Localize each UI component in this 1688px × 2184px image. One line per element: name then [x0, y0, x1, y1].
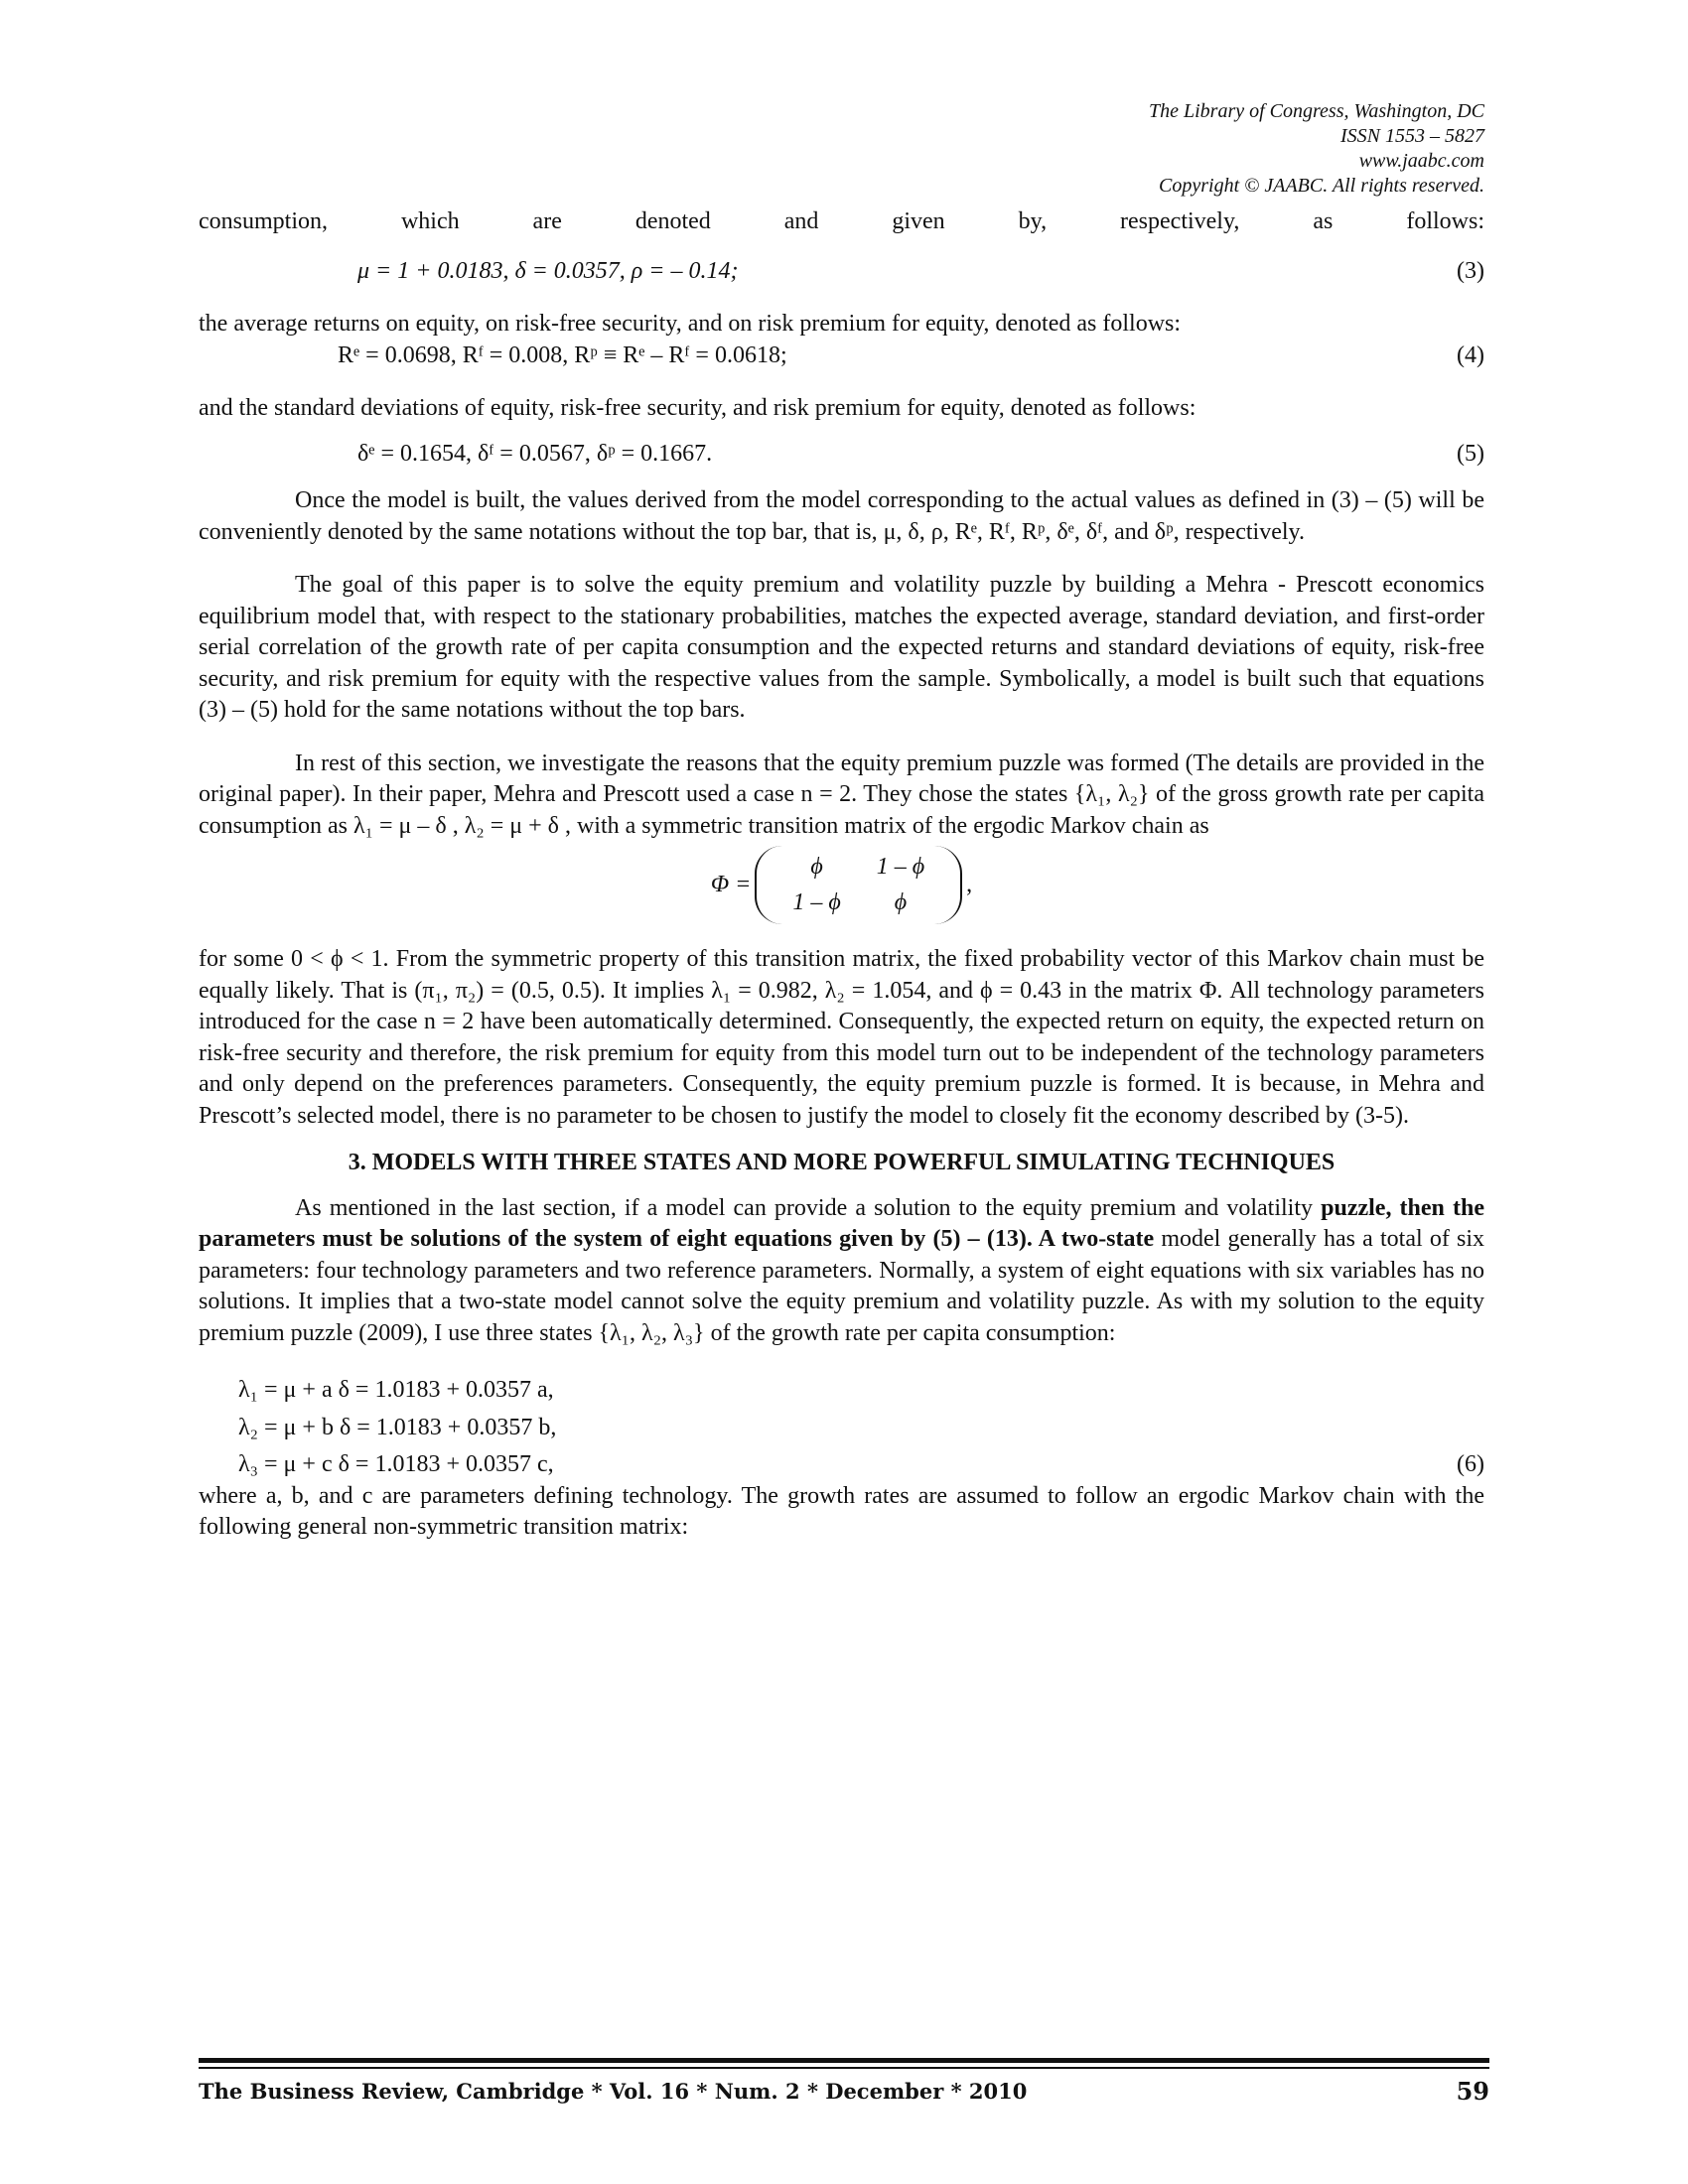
equation-5-number: (5) — [1457, 440, 1484, 467]
equation-6-last-row — [238, 1449, 1484, 1481]
equation-4-text: Rᵉ = 0.0698, Rᶠ = 0.008, Rᵖ ≡ Rᵉ – Rᶠ = 0.0618; — [338, 341, 787, 368]
matrix-label: Φ = — [710, 871, 752, 897]
paragraph-goal: The goal of this paper is to solve the equity premium and volatility puzzle by building a Mehra - Prescott economics equilibrium model that, with respect to the stationary probabilities, matches the expected average, standard deviation, and first-order serial correlation of the growth rate of per capita consumption and the expected returns and standard deviations of equity, risk-free security, and risk premium for equity with the respective values from the sample. Symbolically, a model is built such that equations (3) – (5) hold for the same notations without the top bars. — [199, 572, 1484, 723]
equation-3 — [199, 256, 1484, 288]
equation-6-line: λ₂ = μ + b δ = 1.0183 + 0.0357 b, — [238, 1414, 557, 1440]
section-heading: 3. MODELS WITH THREE STATES AND MORE POWERFUL SIMULATING TECHNIQUES — [348, 1150, 1336, 1175]
equation-6-line: λ₃ = μ + c δ = 1.0183 + 0.0357 c, — [238, 1451, 554, 1477]
journal-header — [1149, 99, 1484, 199]
paragraph-section3-end: model generally has a total of six parameters: four technology parameters and two reference parameters. Normally, a system of eight equations with six variables has no solutions. It implies that a two-state model cannot solve the equity premium and volatility puzzle. As with my solution to the equity premium puzzle (2009), I use three states {λ₁, λ₂, λ₃} of the growth rate per capita consumption: — [199, 1226, 1485, 1346]
matrix-cell: ϕ — [810, 854, 823, 880]
header-line-issn: ISSN 1553 – 5827 — [1340, 125, 1484, 147]
footer-rule-thick — [199, 2058, 1489, 2063]
header-line-website: www.jaabc.com — [1358, 150, 1484, 172]
equation-4-number: (4) — [1457, 341, 1484, 368]
matrix-cell: 1 – ϕ — [792, 888, 841, 915]
equation-3-text: μ = 1 + 0.0183, δ = 0.0357, ρ = – 0.14; — [357, 257, 739, 284]
header-line-copyright: Copyright © JAABC. All rights reserved. — [1159, 175, 1484, 197]
matrix-suffix: , — [966, 871, 973, 897]
equation-6-number: (6) — [1457, 1451, 1484, 1477]
transition-matrix-2x2 — [199, 846, 1484, 924]
paragraph-rest-of-section: In rest of this section, we investigate the reasons that the equity premium puzzle was formed (The details are provided in the original paper). In their paper, Mehra and Prescott used a case n = 2. They chose the states {λ₁, λ₂} of the gross growth rate per capita consumption as λ₁ = μ – δ , λ₂ = μ + δ , with a symmetric transition matrix of the ergodic Markov chain as — [199, 750, 1484, 839]
paragraph-section3-bold: puzzle, then the parameters must be solutions of the system of eight equations given by (5) – (13). A two-state — [199, 1194, 1484, 1252]
paragraph-average-returns: the average returns on equity, on risk-free security, and on risk premium for equity, denoted as follows: — [199, 311, 1182, 337]
paragraph-where-abc: where a, b, and c are parameters defining technology. The growth rates are assumed to follow an ergodic Markov chain with the following general non-symmetric transition matrix: — [199, 1482, 1484, 1540]
footer-page-number: 59 — [1456, 2077, 1489, 2106]
intro-line: consumption, which are denoted and given by, respectively, as follows: — [199, 208, 1484, 234]
paragraph-section3-intro — [199, 1193, 1484, 1350]
footer-rule-thin — [199, 2067, 1489, 2069]
paragraph-section3-start: As mentioned in the last section, if a model can provide a solution to the equity premium and volatility — [295, 1194, 1322, 1221]
page-body — [199, 206, 1484, 1544]
header-line-library: The Library of Congress, Washington, DC — [1148, 100, 1484, 122]
equation-4 — [199, 341, 1484, 372]
equation-3-number: (3) — [1457, 257, 1484, 284]
paragraph-standard-deviations: and the standard deviations of equity, risk-free security, and risk premium for equity, denoted as follows: — [199, 395, 1196, 421]
matrix-cell: 1 – ϕ — [876, 854, 925, 880]
equation-5 — [199, 439, 1484, 471]
matrix-body — [755, 846, 962, 924]
equation-6-line: λ₁ = μ + a δ = 1.0183 + 0.0357 a, — [238, 1377, 554, 1403]
footer-journal-info: The Business Review, Cambridge * Vol. 16 * Num. 2 * December * 2010 — [199, 2079, 1028, 2104]
equation-6-block — [199, 1375, 1484, 1481]
paragraph-once-model-built: Once the model is built, the values derived from the model corresponding to the actual values as defined in (3) – (5) will be conveniently denoted by the same notations without the top bar, that is, μ, δ, ρ, Rᵉ, Rᶠ, Rᵖ, δᵉ, δᶠ, and δᵖ, respectively. — [199, 487, 1484, 545]
matrix-cell: ϕ — [894, 888, 908, 915]
equation-5-text: δᵉ = 0.1654, δᶠ = 0.0567, δᵖ = 0.1667. — [357, 440, 713, 467]
paragraph-for-some-phi: for some 0 < ϕ < 1. From the symmetric property of this transition matrix, the fixed probability vector of this Markov chain must be equally likely. That is (π₁, π₂) = (0.5, 0.5). It implies λ₁ = 0.982, λ₂ = 1.054, and ϕ = 0.43 in the matrix Φ. All technology parameters introduced for the case n = 2 have been automatically determined. Consequently, the expected return on equity, the expected return on risk-free security and therefore, the risk premium for equity from this model turn out to be independent of the technology parameters and only depend on the preferences parameters. Consequently, the equity premium puzzle is formed. It is because, in Mehra and Prescott’s selected model, there is no parameter to be chosen to justify the model to closely fit the economy described by (3-5). — [199, 946, 1484, 1129]
